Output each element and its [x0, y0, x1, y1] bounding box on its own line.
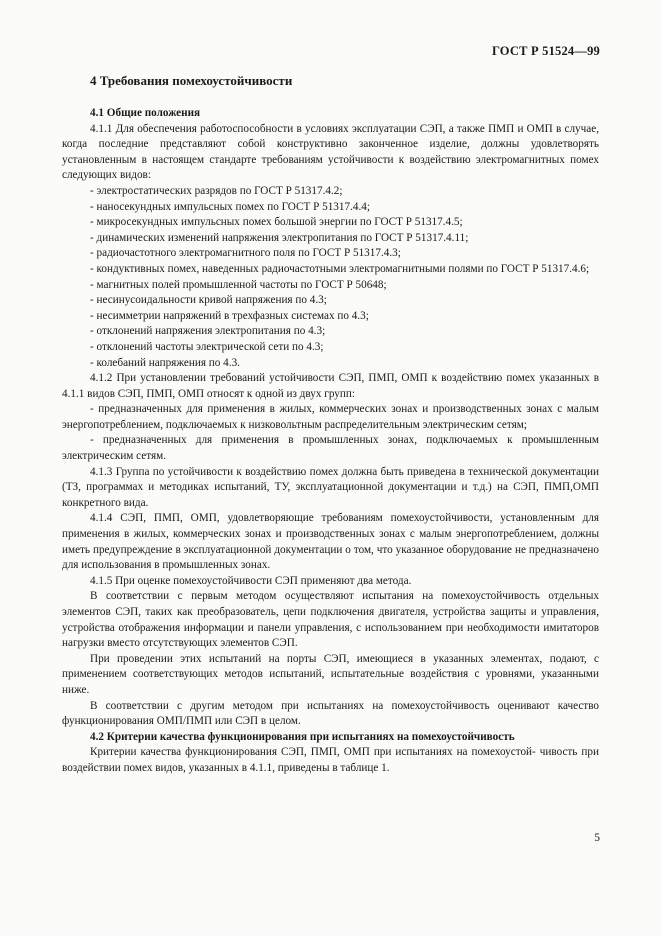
paragraph-method-1: В соответствии с первым методом осуществляют испытания на помехоустойчивость отдельных элементов СЭП, таких как преобразователь, цепи подключения двигателя, устройства защиты и управления, устройства отображения информации и панели управления, с использованием при необходимости имитаторов нагрузки вместо отсутствующих элементов СЭП.	[62, 590, 599, 650]
subsection-title-4-1: 4.1 Общие положения	[90, 107, 201, 119]
paragraph-4-2: Критерии качества функционирования СЭП, ПМП, ОМП при испытаниях на помехоустой- чивость при воздействии помех видов, указанных в 4.1.1, приведены в таблице 1.	[62, 746, 599, 774]
interference-list	[62, 184, 599, 371]
paragraph-4-1-1: 4.1.1 Для обеспечения работоспособности в условиях эксплуатации СЭП, а также ПМП и ОМП в случае, когда последние представляют собой конструктивно законченное изделие, должны удовлетворять установленным в настоящем стандарте требованиям устойчивости к воздействию электромагнитных помех следующих видов:	[62, 122, 599, 182]
list-item: - микросекундных импульсных помех большой энергии по ГОСТ Р 51317.4.5;	[90, 216, 463, 229]
list-item: - радиочастотного электромагнитного поля по ГОСТ Р 51317.4.3;	[90, 247, 401, 260]
paragraph-4-1-3: 4.1.3 Группа по устойчивости к воздействию помех должна быть приведена в технической документации (ТЗ, программах и методиках испытаний, ТУ, эксплуатационной документации и т.д.) на СЭП, ПМП,ОМП конкретного вида.	[62, 465, 599, 509]
page-number: 5	[594, 832, 600, 844]
page-body	[62, 72, 599, 777]
list-item: - наносекундных импульсных помех по ГОСТ Р 51317.4.4;	[90, 200, 370, 213]
standard-header: ГОСТ Р 51524—99	[491, 44, 600, 58]
list-item: - колебаний напряжения по 4.3.	[90, 356, 240, 369]
paragraph-4-1-5: 4.1.5 При оценке помехоустойчивости СЭП применяют два метода.	[90, 574, 412, 587]
list-item: - отклонений напряжения электропитания по 4.3;	[90, 325, 326, 338]
section-title: 4 Требования помехоустойчивости	[90, 73, 293, 88]
list-item: - кондуктивных помех, наведенных радиочастотными электромагнитными полями по ГОСТ Р 51317.4.6;	[90, 262, 590, 275]
list-item: - несинусоидальности кривой напряжения по 4.3;	[90, 294, 327, 307]
group-item: - предназначенных для применения в жилых, коммерческих зонах и производственных зонах с малым энергопотреблением, подключаемых к низковольтным распределительным электрическим сетям;	[62, 403, 599, 431]
paragraph-4-1-4: 4.1.4 СЭП, ПМП, ОМП, удовлетворяющие требованиям помехоустойчивости, установленным для применения в жилых, коммерческих зонах и производственных зонах с малым энергопотреблением, должны иметь предупреждение в эксплуатационной документации о том, что указанное оборудование не предназначено для использования в промышленных зонах.	[62, 512, 599, 572]
subsection-title-4-2: 4.2 Критерии качества функционирования при испытаниях на помехоустойчивость	[90, 730, 515, 743]
list-item: - несимметрии напряжений в трехфазных системах по 4.3;	[90, 309, 369, 322]
paragraph-ports: При проведении этих испытаний на порты СЭП, имеющиеся в указанных элементах, подают, с применением соответствующих методов испытаний, испытательные воздействия с уровнями, указанными ниже.	[62, 652, 599, 696]
paragraph-method-2: В соответствии с другим методом при испытаниях на помехоустойчивость оценивают качество функционирования ОМП/ПМП или СЭП в целом.	[62, 699, 599, 728]
list-item: - электростатических разрядов по ГОСТ Р 51317.4.2;	[90, 184, 343, 197]
paragraph-4-1-2: 4.1.2 При установлении требований устойчивости СЭП, ПМП, ОМП к воздействию помех указанных в 4.1.1 видов СЭП, ПМП, ОМП относят к одной из двух групп:	[62, 372, 599, 400]
list-item: - динамических изменений напряжения электропитания по ГОСТ Р 51317.4.11;	[90, 231, 469, 244]
list-item: - магнитных полей промышленной частоты по ГОСТ Р 50648;	[90, 278, 387, 291]
group-item: - предназначенных для применения в промышленных зонах, подключаемых к промышленным электрическим сетям.	[62, 434, 599, 463]
list-item: - отклонений частоты электрической сети по 4.3;	[90, 340, 324, 353]
